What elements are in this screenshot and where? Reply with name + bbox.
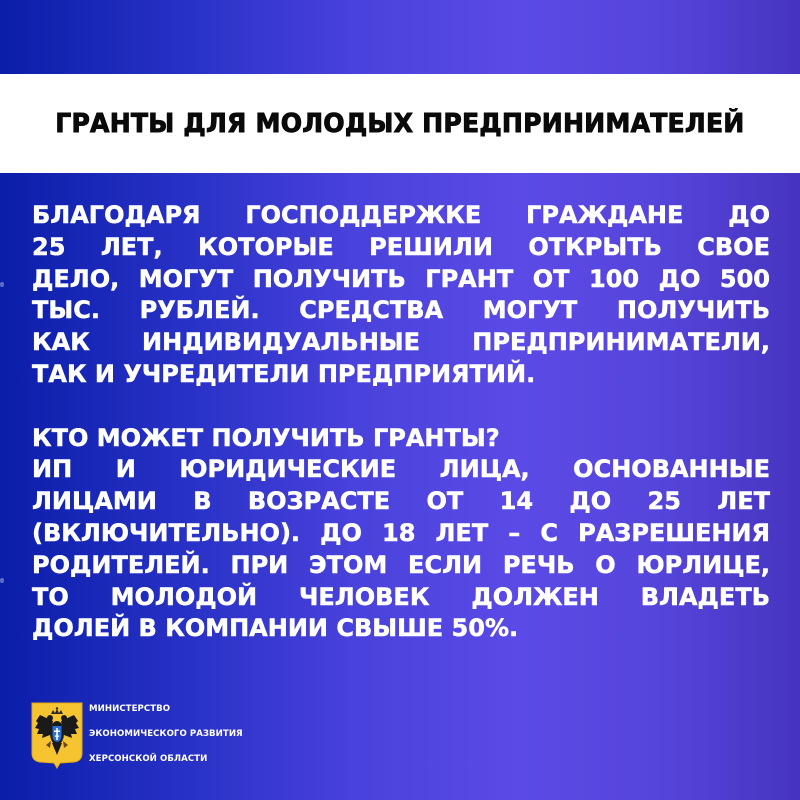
ministry-name-line: МИНИСТЕРСТВО xyxy=(89,704,171,714)
paragraph-line: ТЫС. РУБЛЕЙ. СРЕДСТВА МОГУТ ПОЛУЧИТЬ xyxy=(32,296,770,325)
title-banner xyxy=(0,74,800,173)
paragraph-line: ТАК И УЧРЕДИТЕЛИ ПРЕДПРИЯТИЙ. xyxy=(32,359,536,388)
paragraph-line: БЛАГОДАРЯ ГОСПОДДЕРЖКЕ ГРАЖДАНЕ ДО xyxy=(32,201,770,229)
paragraph-line: ЛИЦАМИ В ВОЗРАСТЕ ОТ 14 ДО 25 ЛЕТ xyxy=(32,487,770,516)
paragraph-eligibility xyxy=(32,423,770,646)
coat-of-arms-icon xyxy=(30,701,84,769)
paragraph-line: 25 ЛЕТ, КОТОРЫЕ РЕШИЛИ ОТКРЫТЬ СВОЕ xyxy=(32,232,770,261)
paragraph-line: РОДИТЕЛЕЙ. ПРИ ЭТОМ ЕСЛИ РЕЧЬ О ЮРЛИЦЕ, xyxy=(32,550,770,579)
paragraph-line: ИП И ЮРИДИЧЕСКИЕ ЛИЦА, ОСНОВАННЫЕ xyxy=(32,455,770,484)
ministry-logo xyxy=(30,701,243,769)
paragraph-line: ТО МОЛОДОЙ ЧЕЛОВЕК ДОЛЖЕН ВЛАДЕТЬ xyxy=(32,582,770,611)
paragraph-intro xyxy=(32,200,770,391)
paragraph-line: КАК ИНДИВИДУАЛЬНЫЕ ПРЕДПРИНИМАТЕЛИ, xyxy=(32,328,770,357)
section-heading: КТО МОЖЕТ ПОЛУЧИТЬ ГРАНТЫ? xyxy=(32,423,500,452)
body-text xyxy=(32,200,770,645)
edge-mark-decoration xyxy=(0,578,4,583)
ministry-name-line: ЭКОНОМИЧЕСКОГО РАЗВИТИЯ xyxy=(89,729,243,739)
ministry-name xyxy=(89,701,243,769)
paragraph-line: ДЕЛО, МОГУТ ПОЛУЧИТЬ ГРАНТ ОТ 100 ДО 500 xyxy=(32,264,770,293)
paragraph-spacer xyxy=(32,391,770,423)
page-title: ГРАНТЫ ДЛЯ МОЛОДЫХ ПРЕДПРИНИМАТЕЛЕЙ xyxy=(55,108,745,139)
edge-mark-decoration xyxy=(0,282,4,287)
ministry-name-line: ХЕРСОНСКОЙ ОБЛАСТИ xyxy=(89,754,208,764)
paragraph-line: ДОЛЕЙ В КОМПАНИИ СВЫШЕ 50%. xyxy=(32,614,519,643)
paragraph-line: (ВКЛЮЧИТЕЛЬНО). ДО 18 ЛЕТ – С РАЗРЕШЕНИЯ xyxy=(32,518,770,547)
